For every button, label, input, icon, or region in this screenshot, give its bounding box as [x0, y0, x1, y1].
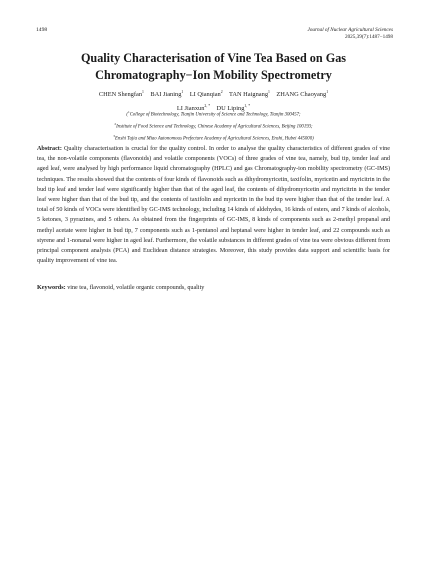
title-line: Quality Characterisation of Vine Tea Based on Gas — [80, 51, 347, 65]
affiliation-list — [40, 108, 387, 145]
author: LI Qianqian$^2$ — [189, 90, 223, 99]
affiliation: $^3$Enshi Tujia and Miao Autonomous Prefecture Academy of Agricultural Sciences, Enshi, Hubei 445000) — [113, 134, 314, 142]
affiliation: ($^1$College of Biotechnology, Tianjin University of Science and Technology, Tianjin 300457; — [126, 110, 301, 118]
abstract-section — [37, 144, 390, 266]
keywords-text: vine tea, flavonoid, volatile organic compounds, quality — [67, 285, 205, 291]
author: TAN Haignang$^1$ — [228, 90, 270, 99]
author: ZHANG Chaoyang$^1$ — [276, 90, 329, 99]
journal-header — [308, 27, 394, 41]
paper-title — [40, 50, 387, 83]
abstract-text: Quality characterisation is crucial for the quality control. In order to analyse the quality characteristics of different grades of vine tea, the non-volatile components (flavonoids) and volatile components (VOCs) of three grades of vine tea, namely, bud tip, tender leaf and aged leaf, were analysed by high performance liquid chromatography (HPLC) and gas Chromatography-ion mobility spectrometry (GC-IMS) techniques. The results showed that the contents of four kinds of flavonoids such as dihydromyricetin, taxifolin, myricetin and myricitrin in the bud tip leaf and tender leaf were significantly higher than that of the aged leaf, the contents of dihydromyricetin and myricitrin in the tender leaf were higher than that of the bud tip, and the contents of taxifolin and myricetin in the bud tip were higher than that of the tender leaf. A total of 50 kinds of VOCs were identified by GC-IMS technology, including 14 kinds of aldehydes, 16 kinds of esters, and 7 kinds of alcohols, 5 ketones, 3 pyrazines, and 5 others. As obtained from the fingerprints of GC-IMS, 8 kinds of components such as 2-methyl propanal and methyl acetate were higher in bud tip, 7 components such as 1-pentanol and heptanal were higher in tender leaf, and 22 compounds such as styrene and 1-nonanal were higher in aged leaf. Furthermore, the volatile substances in different grades of vine tea were obvious different from principal component analysis (PCA) and Euclidean distance strategies. Moreover, this study provides data support and scientific basis for quality improvement of vine tea. — [37, 146, 390, 265]
abstract-label: Abstract: — [37, 146, 62, 152]
author: LI Jianxun$^{2, *}$ — [176, 103, 211, 112]
author-line — [40, 87, 387, 101]
keywords-section — [37, 283, 390, 293]
title-line: Chromatography−Ion Mobility Spectrometry — [95, 67, 332, 82]
page-number: 1498 — [36, 27, 48, 33]
journal-reference: 2025,39(7):1487−1498 — [344, 34, 393, 40]
author: DU Liping$^{1, *}$ — [216, 103, 251, 112]
author: BAI Jianing$^1$ — [150, 90, 184, 99]
author: CHEN Shengfan$^1$ — [98, 90, 144, 99]
journal-name: Journal of Nuclear Agricultural Sciences — [307, 27, 393, 33]
keywords-label: Keywords: — [37, 285, 66, 291]
affiliation: $^2$Institute of Food Science and Technology, Chinese Academy of Agricultural Sciences, Beijing 100193; — [114, 122, 313, 130]
